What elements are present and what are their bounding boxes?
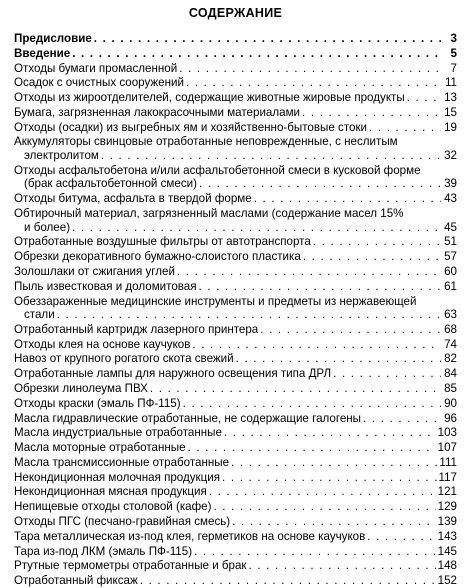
- dot-leader: [57, 308, 441, 322]
- toc-entry-row: [14, 121, 457, 135]
- dot-leader: [150, 382, 441, 396]
- toc-entry-row: [14, 47, 457, 61]
- toc-entry-page-number: 11: [444, 76, 457, 90]
- dot-leader: [177, 265, 441, 279]
- toc-entry[interactable]: [14, 485, 457, 499]
- toc-entry[interactable]: [14, 352, 457, 366]
- dot-leader: [254, 192, 441, 206]
- page-title: СОДЕРЖАНИЕ: [188, 6, 283, 20]
- toc-entry[interactable]: [14, 515, 457, 529]
- toc-entry-row: [14, 441, 457, 455]
- toc-entry[interactable]: [14, 397, 457, 411]
- toc-entry-title: Золошлаки от сжигания углей: [14, 264, 175, 278]
- toc-entry-page-number: 13: [444, 91, 457, 105]
- dot-leader: [236, 352, 441, 366]
- toc-entry-title: электролитом: [24, 149, 99, 163]
- dot-leader: [183, 397, 441, 411]
- dot-leader: [407, 91, 441, 105]
- toc-entry-title: Обрезки линолеума ПВХ: [14, 382, 148, 395]
- toc-entry[interactable]: [14, 121, 457, 135]
- toc-entry-title: Отходы (осадки) из выгребных ям и хозяйственно-бытовые стоки: [14, 120, 368, 134]
- toc-entry-page-number: 3: [450, 32, 457, 45]
- toc-entry-title-line: Обеззараженные медицинские инструменты и предметы из нержавеющей: [14, 294, 417, 308]
- toc-entry-page-number: 15: [444, 105, 457, 119]
- toc-entry-row: [14, 192, 457, 206]
- toc-entry-row: [14, 265, 457, 279]
- toc-entry-page-number: 74: [444, 337, 457, 351]
- dot-leader: [194, 545, 436, 559]
- toc-entry-row: [14, 91, 457, 105]
- toc-entry-page-number: 85: [444, 382, 457, 395]
- toc-entry-title: Бумага, загрязненная лакокрасочными материалами: [14, 105, 301, 119]
- dot-leader: [232, 515, 436, 529]
- toc-entry-title: Отработанные воздушные фильтры от автотранспорта: [14, 235, 311, 249]
- toc-entry[interactable]: [14, 192, 457, 206]
- toc-entry-row: [14, 76, 457, 90]
- toc-entry-row: [14, 235, 457, 249]
- toc-entry-title: Осадок с очистных сооружений: [14, 76, 184, 90]
- dot-leader: [72, 221, 441, 235]
- dot-leader: [192, 338, 441, 352]
- toc-entry-title: Отходы из жироотделителей, содержащие животные жировые продукты: [14, 91, 405, 105]
- toc-entry-page-number: 111: [439, 455, 457, 469]
- toc-entry-title: стали: [24, 308, 55, 322]
- toc-entry-page-number: 5: [450, 46, 457, 60]
- toc-entry[interactable]: [14, 207, 457, 234]
- dot-leader: [313, 235, 441, 249]
- toc-entry[interactable]: [14, 295, 457, 322]
- dot-leader: [260, 323, 441, 337]
- toc-entry[interactable]: [14, 32, 457, 46]
- toc-entry[interactable]: [14, 235, 457, 249]
- toc-entry[interactable]: [14, 367, 457, 381]
- toc-entry-page-number: 84: [444, 367, 457, 381]
- toc-entry-page-number: 143: [437, 529, 457, 543]
- toc-entry[interactable]: [14, 500, 457, 514]
- toc-entry[interactable]: [14, 530, 457, 544]
- toc-entry-row: [14, 106, 457, 120]
- toc-entry-page-number: 7: [450, 61, 457, 75]
- dot-leader: [231, 456, 437, 470]
- toc-entry-title: Навоз от крупного рогатого скота свежий: [14, 352, 234, 366]
- toc-entry-page-number: 60: [444, 264, 457, 278]
- toc-entry-page-number: 139: [437, 515, 457, 529]
- toc-entry-row: [14, 485, 457, 499]
- dot-leader: [367, 530, 435, 544]
- toc-entry-title: Некондиционная мясная продукция: [14, 485, 207, 499]
- dot-leader: [94, 32, 441, 46]
- dot-leader: [199, 177, 441, 191]
- toc-entry-title: и более): [24, 220, 71, 234]
- toc-entry[interactable]: [14, 426, 457, 440]
- dot-leader: [224, 426, 436, 440]
- toc-entry[interactable]: [14, 135, 457, 162]
- toc-entry-row: [14, 352, 457, 366]
- toc-entry-title-line: Аккумуляторы свинцовые отработанные неповрежденные, с неслитым: [14, 135, 398, 149]
- toc-entry-page-number: 96: [444, 411, 457, 425]
- toc-entry-page-number: 103: [437, 426, 457, 440]
- toc-entry-page-number: 107: [437, 441, 457, 455]
- toc-entry-title: Отработанный фиксаж: [14, 574, 138, 588]
- dot-leader: [213, 500, 435, 514]
- toc-entry-title: Некондиционная молочная продукция: [14, 470, 221, 484]
- dot-leader: [72, 47, 441, 61]
- toc-entry-row: [14, 323, 457, 337]
- dot-leader: [222, 471, 436, 485]
- toc-entry-title: Масла моторные отработанные: [14, 441, 186, 455]
- toc-entry-row: [14, 412, 457, 426]
- toc-entry-row: [14, 338, 457, 352]
- toc-entry-page-number: 152: [437, 574, 457, 588]
- dot-leader: [369, 121, 441, 135]
- toc-entry-page-number: 43: [444, 192, 457, 206]
- toc-entry-title: Пыль известковая и доломитовая: [14, 279, 197, 293]
- toc-entry-row: [14, 545, 457, 559]
- toc-entry-title: Обрезки декоративного бумажно-слоистого пластика: [14, 250, 301, 264]
- toc-entry-row: [14, 456, 457, 470]
- toc-entry-title: Отработанные лампы для наружного освещения типа ДРЛ: [14, 367, 332, 381]
- toc-entry-page-number: 148: [437, 559, 457, 573]
- toc-entry-title: Введение: [14, 46, 71, 60]
- toc-entry-page-number: 19: [444, 120, 457, 134]
- toc-entry[interactable]: [14, 545, 457, 559]
- toc-entry-page-number: 45: [444, 220, 457, 234]
- toc-entry[interactable]: [14, 106, 457, 120]
- toc-entry-title: Ртутные термометры отработанные и брак: [14, 559, 247, 573]
- toc-entry-page-number: 57: [444, 250, 457, 264]
- toc-entry-page-number: 82: [444, 352, 457, 366]
- toc-entry-row: [14, 471, 457, 485]
- dot-leader: [188, 441, 436, 455]
- toc-entry[interactable]: [14, 382, 457, 396]
- toc-entry[interactable]: [14, 338, 457, 352]
- toc-entry-row: [14, 530, 457, 544]
- toc-entry-row: [14, 515, 457, 529]
- toc-entry[interactable]: [14, 265, 457, 279]
- toc-entry[interactable]: [14, 62, 457, 76]
- toc-entry[interactable]: [14, 323, 457, 337]
- toc-entry[interactable]: [14, 250, 457, 264]
- toc-entry[interactable]: [14, 456, 457, 470]
- toc-entry[interactable]: [14, 47, 457, 61]
- toc-entry-title: Масла гидравлические отработанные, не содержащие галогены: [14, 411, 362, 425]
- toc-entry-row: [14, 426, 457, 440]
- toc-entry-title: (брак асфальтобетонной смеси): [24, 177, 197, 191]
- toc-entry-title: Отходы краски (эмаль ПФ-115): [14, 396, 181, 410]
- toc-entry-row: [14, 397, 457, 411]
- toc-entry-row: [14, 32, 457, 46]
- toc-entry-title-line: Обтирочный материал, загрязненный маслами (содержание масел 15%: [14, 207, 404, 220]
- toc-entry-row: [14, 367, 457, 381]
- dot-leader: [199, 280, 441, 294]
- toc-entry-page-number: 39: [444, 177, 457, 191]
- toc-entry-page-number: 121: [437, 485, 457, 499]
- toc-entry-row: [14, 574, 457, 588]
- toc-entry-page-number: 68: [444, 322, 457, 336]
- toc-entry-row: [14, 221, 457, 235]
- toc-entry-page-number: 61: [444, 279, 457, 293]
- dot-leader: [249, 559, 436, 573]
- toc-entry-page-number: 117: [438, 470, 457, 484]
- toc-entry[interactable]: [14, 412, 457, 426]
- toc-entry[interactable]: [14, 441, 457, 455]
- toc-entry-page-number: 63: [444, 308, 457, 322]
- toc-entry-title: Отходы клея на основе каучуков: [14, 337, 191, 351]
- toc-entry[interactable]: [14, 559, 457, 573]
- dot-leader: [303, 250, 441, 264]
- toc-entry-title: Масла индустриальные отработанные: [14, 426, 222, 440]
- toc-entry-page-number: 90: [444, 396, 457, 410]
- table-of-contents: [14, 26, 457, 588]
- toc-entry-title: Отходы ПГС (песчано-гравийная смесь): [14, 515, 231, 529]
- toc-entry-title: Масла трансмиссионные отработанные: [14, 455, 230, 469]
- toc-entry-row: [14, 559, 457, 573]
- toc-entry[interactable]: [14, 164, 457, 191]
- dot-leader: [302, 106, 441, 120]
- toc-entry-page-number: 129: [437, 500, 457, 514]
- toc-entry-title: Отходы битума, асфальта в твердой форме: [14, 192, 252, 206]
- toc-entry[interactable]: [14, 76, 457, 90]
- toc-entry-title: Предисловие: [14, 32, 92, 45]
- toc-entry-row: [14, 382, 457, 396]
- toc-entry[interactable]: [14, 91, 457, 105]
- toc-entry[interactable]: [14, 471, 457, 485]
- dot-leader: [209, 485, 436, 499]
- toc-entry-page-number: 32: [444, 149, 457, 163]
- toc-entry-title-line: Отходы асфальтобетона и/или асфальтобетонной смеси в кусковой форме: [14, 163, 421, 177]
- toc-entry-title: Тара из-под ЛКМ (эмаль ПФ-115): [14, 544, 193, 558]
- toc-entry-row: [14, 250, 457, 264]
- dot-leader: [140, 574, 436, 588]
- toc-entry-title: Отработанный картридж лазерного принтера: [14, 322, 259, 336]
- toc-entry-title: Непищевые отходы столовой (кафе): [14, 500, 212, 514]
- toc-entry-row: [14, 308, 457, 322]
- toc-entry-page-number: 145: [437, 544, 457, 558]
- toc-entry-row: [14, 500, 457, 514]
- dot-leader: [101, 149, 441, 163]
- dot-leader: [363, 412, 441, 426]
- toc-entry-page-number: 51: [444, 235, 457, 249]
- toc-entry-row: [14, 62, 457, 76]
- toc-entry-title: Тара металлическая из-под клея, герметиков на основе каучуков: [14, 529, 366, 543]
- toc-entry[interactable]: [14, 574, 457, 588]
- toc-entry-row: [14, 149, 457, 163]
- toc-entry-row: [14, 280, 457, 294]
- dot-leader: [179, 62, 441, 76]
- dot-leader: [333, 367, 441, 381]
- dot-leader: [186, 76, 441, 90]
- toc-entry[interactable]: [14, 280, 457, 294]
- toc-entry-title: Отходы бумаги промасленной: [14, 61, 178, 75]
- toc-entry-row: [14, 177, 457, 191]
